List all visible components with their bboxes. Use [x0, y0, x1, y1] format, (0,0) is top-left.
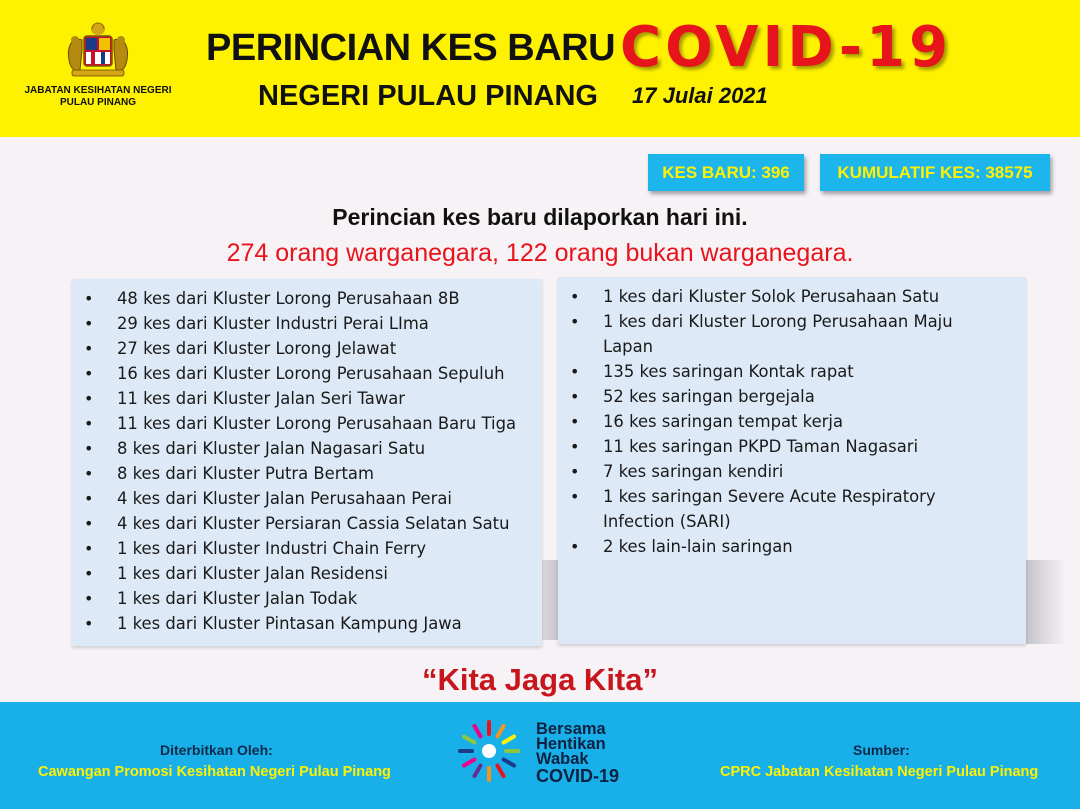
- summary-breakdown: 274 orang warganegara, 122 orang bukan warganegara.: [226, 239, 854, 267]
- bullet: •: [84, 589, 94, 608]
- bullet: •: [84, 389, 94, 408]
- summary-heading: Perincian kes baru dilaporkan hari ini.: [332, 204, 748, 230]
- list-item: [72, 486, 542, 511]
- covid-headline: COVID-19: [620, 15, 953, 80]
- list-item-text: 1 kes dari Kluster Jalan Todak: [117, 589, 358, 608]
- list-item: [72, 411, 542, 436]
- bullet: •: [84, 414, 94, 433]
- list-item-text: 48 kes dari Kluster Lorong Perusahaan 8B: [117, 289, 460, 308]
- list-item-text: 8 kes dari Kluster Putra Bertam: [117, 464, 374, 483]
- list-item-text: 1 kes saringan Severe Acute Respiratory Infection (SARI): [603, 487, 936, 531]
- list-item-text: 52 kes saringan bergejala: [603, 387, 815, 406]
- list-item-text: 11 kes dari Kluster Lorong Perusahaan Baru Tiga: [117, 414, 517, 433]
- list-item: [72, 361, 542, 386]
- bullet: •: [84, 564, 94, 583]
- list-item-text: 29 kes dari Kluster Industri Perai LIma: [117, 314, 429, 333]
- list-item: [72, 436, 542, 461]
- header-banner: [0, 0, 1080, 137]
- list-item: [558, 359, 993, 384]
- list-item-text: 135 kes saringan Kontak rapat: [603, 362, 854, 381]
- list-item: [558, 384, 993, 409]
- campaign-line: Bersama: [536, 720, 606, 738]
- panel-shadow-right: [1026, 560, 1066, 644]
- list-item-text: 16 kes saringan tempat kerja: [603, 412, 844, 431]
- cluster-list-panel-right: [558, 277, 1026, 644]
- bullet: •: [84, 289, 94, 308]
- list-item-text: 1 kes dari Kluster Solok Perusahaan Satu: [603, 287, 940, 306]
- department-logo-block: [14, 20, 182, 109]
- list-item: [72, 286, 542, 311]
- published-by-label: Diterbitkan Oleh:: [160, 742, 273, 758]
- source-label: Sumber:: [853, 742, 910, 758]
- list-item: [72, 561, 542, 586]
- list-item-text: 1 kes dari Kluster Pintasan Kampung Jawa: [117, 614, 462, 633]
- list-item-text: 4 kes dari Kluster Persiaran Cassia Selatan Satu: [117, 514, 510, 533]
- list-item-text: 1 kes dari Kluster Industri Chain Ferry: [117, 539, 427, 558]
- bullet: •: [84, 439, 94, 458]
- list-item-text: 7 kes saringan kendiri: [603, 462, 784, 481]
- bullet: •: [570, 437, 580, 456]
- report-date: 17 Julai 2021: [632, 83, 768, 108]
- coat-of-arms-icon: [58, 20, 138, 82]
- bullet: •: [84, 314, 94, 333]
- list-item: [558, 409, 993, 434]
- campaign-line: Wabak: [536, 750, 589, 768]
- bullet: •: [84, 489, 94, 508]
- list-item-text: 8 kes dari Kluster Jalan Nagasari Satu: [117, 439, 426, 458]
- campaign-logo-text: [536, 722, 619, 785]
- list-item: [72, 311, 542, 336]
- list-item: [558, 484, 993, 534]
- cluster-list-left: [72, 279, 542, 636]
- campaign-burst-icon: [456, 718, 522, 784]
- list-item-text: 1 kes dari Kluster Jalan Residensi: [117, 564, 388, 583]
- bullet: •: [570, 312, 580, 331]
- published-by-text: Cawangan Promosi Kesihatan Negeri Pulau Pinang: [38, 764, 391, 780]
- bullet: •: [84, 514, 94, 533]
- list-item: [72, 586, 542, 611]
- footer-banner: [0, 702, 1080, 809]
- list-item: [72, 611, 542, 636]
- list-item: [72, 536, 542, 561]
- cluster-list-panel-left: [72, 279, 542, 646]
- cluster-list-right: [558, 277, 1026, 559]
- list-item-text: 16 kes dari Kluster Lorong Perusahaan Sepuluh: [117, 364, 505, 383]
- bullet: •: [570, 537, 580, 556]
- bullet: •: [84, 539, 94, 558]
- page-title: PERINCIAN KES BARU: [206, 27, 616, 69]
- list-item-text: 2 kes lain-lain saringan: [603, 537, 793, 556]
- list-item: [72, 336, 542, 361]
- list-item: [72, 511, 542, 536]
- bullet: •: [570, 462, 580, 481]
- cumulative-cases-badge: KUMULATIF KES: 38575: [820, 154, 1050, 191]
- source-text: CPRC Jabatan Kesihatan Negeri Pulau Pinang: [720, 764, 1039, 780]
- department-name: JABATAN KESIHATAN NEGERI PULAU PINANG: [24, 85, 172, 108]
- list-item: [72, 461, 542, 486]
- list-item: [558, 284, 993, 309]
- list-item: [558, 434, 993, 459]
- list-item-text: 1 kes dari Kluster Lorong Perusahaan Maju Lapan: [603, 312, 953, 356]
- bullet: •: [84, 614, 94, 633]
- bullet: •: [84, 364, 94, 383]
- list-item-text: 11 kes dari Kluster Jalan Seri Tawar: [117, 389, 406, 408]
- campaign-line: Hentikan: [536, 735, 606, 753]
- bullet: •: [84, 464, 94, 483]
- campaign-line: COVID-19: [536, 766, 620, 786]
- list-item-text: 11 kes saringan PKPD Taman Nagasari: [603, 437, 919, 456]
- bullet: •: [570, 487, 580, 506]
- page-subtitle: NEGERI PULAU PINANG: [258, 80, 598, 112]
- slogan: “Kita Jaga Kita”: [421, 662, 658, 697]
- bullet: •: [84, 339, 94, 358]
- list-item-text: 4 kes dari Kluster Jalan Perusahaan Perai: [117, 489, 452, 508]
- new-cases-badge: KES BARU: 396: [648, 154, 804, 191]
- list-item: [558, 459, 993, 484]
- list-item: [558, 534, 993, 559]
- bullet: •: [570, 362, 580, 381]
- list-item: [72, 386, 542, 411]
- list-item: [558, 309, 993, 359]
- bullet: •: [570, 412, 580, 431]
- bullet: •: [570, 287, 580, 306]
- list-item-text: 27 kes dari Kluster Lorong Jelawat: [117, 339, 397, 358]
- bullet: •: [570, 387, 580, 406]
